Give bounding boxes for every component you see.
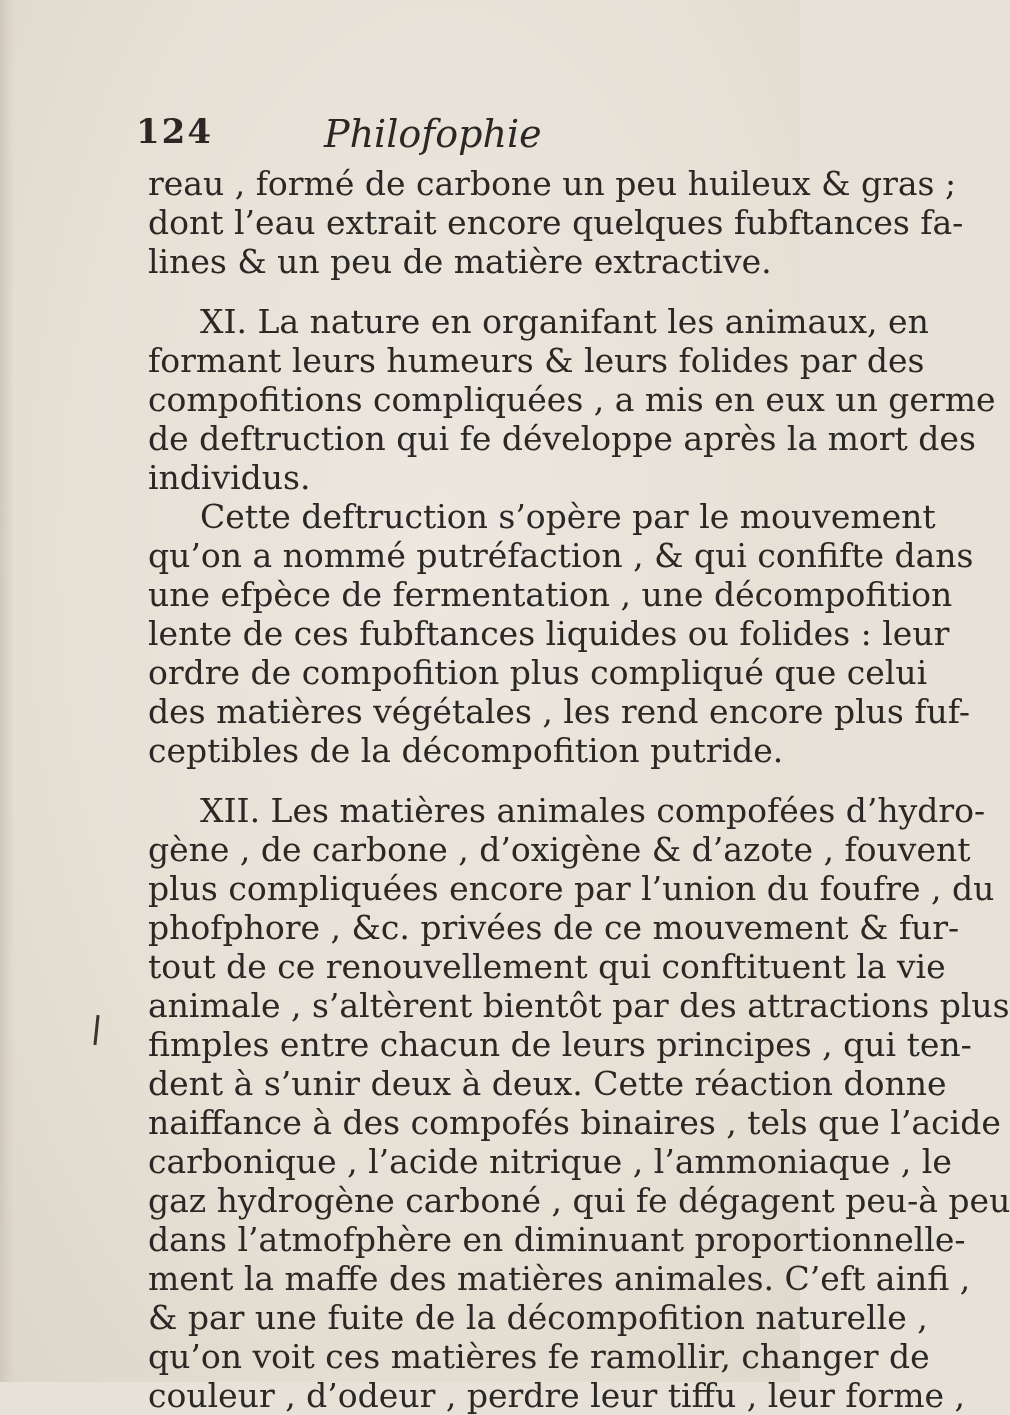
text-line: naiffance à des compofés binaires , tels que l’acide (148, 1103, 1001, 1142)
running-title: Philofophie (324, 112, 542, 156)
text-line: une efpèce de fermentation , une décompofition (148, 575, 953, 614)
page-header (136, 112, 756, 160)
margin-mark (93, 1015, 99, 1045)
text-line: fimples entre chacun de leurs principes , qui ten- (148, 1025, 972, 1064)
text-line: compofitions compliquées , a mis en eux un germe (148, 380, 996, 419)
text-line: lines & un peu de matière extractive. (148, 242, 772, 281)
text-line: dont l’eau extrait encore quelques fubftances fa- (148, 203, 964, 242)
text-line: carbonique , l’acide nitrique , l’ammoniaque , le (148, 1142, 952, 1181)
text-line: lente de ces fubftances liquides ou folides : leur (148, 614, 950, 653)
body-text (148, 164, 1010, 1415)
text-line: ceptibles de la décompofition putride. (148, 731, 784, 770)
text-line: XII. Les matières animales compofées d’hydro- (200, 791, 986, 830)
text-line: tout de ce renouvellement qui conftituent la vie (148, 947, 946, 986)
text-line: reau , formé de carbone un peu huileux & gras ; (148, 164, 957, 203)
text-line: individus. (148, 458, 311, 497)
text-line: animale , s’altèrent bientôt par des attractions plus (148, 986, 1010, 1025)
text-line: dent à s’unir deux à deux. Cette réaction donne (148, 1064, 947, 1103)
text-line: ment la maffe des matières animales. C’eft ainfi , (148, 1259, 971, 1298)
text-line: XI. La nature en organifant les animaux, en (200, 302, 929, 341)
paragraph-xii (148, 791, 1010, 1415)
paragraph-xi (148, 302, 996, 497)
text-line: gaz hydrogène carboné , qui fe dégagent peu-à peu (148, 1181, 1010, 1220)
text-line: Cette deftruction s’opère par le mouvement (200, 497, 936, 536)
text-line: gène , de carbone , d’oxigène & d’azote , fouvent (148, 830, 971, 869)
text-line: & par une fuite de la décompofition naturelle , (148, 1298, 928, 1337)
text-line: qu’on voit ces matières fe ramollir, changer de (148, 1337, 930, 1376)
page-number: 124 (136, 112, 213, 152)
paragraph-destruction (148, 497, 974, 770)
text-line: phofphore , &c. privées de ce mouvement & fur- (148, 908, 960, 947)
text-line: formant leurs humeurs & leurs folides par des (148, 341, 925, 380)
text-line: des matières végétales , les rend encore plus fuf- (148, 692, 970, 731)
text-line: dans l’atmofphère en diminuant proportionnelle- (148, 1220, 966, 1259)
text-line: plus compliquées encore par l’union du foufre , du (148, 869, 995, 908)
text-line: qu’on a nommé putréfaction , & qui confifte dans (148, 536, 974, 575)
paragraph-continuation (148, 164, 964, 281)
text-line: couleur , d’odeur , perdre leur tiffu , leur forme , (148, 1376, 966, 1415)
text-line: de deftruction qui fe développe après la mort des (148, 419, 976, 458)
text-line: ordre de compofition plus compliqué que celui (148, 653, 928, 692)
page-gutter-shadow (0, 0, 14, 1382)
